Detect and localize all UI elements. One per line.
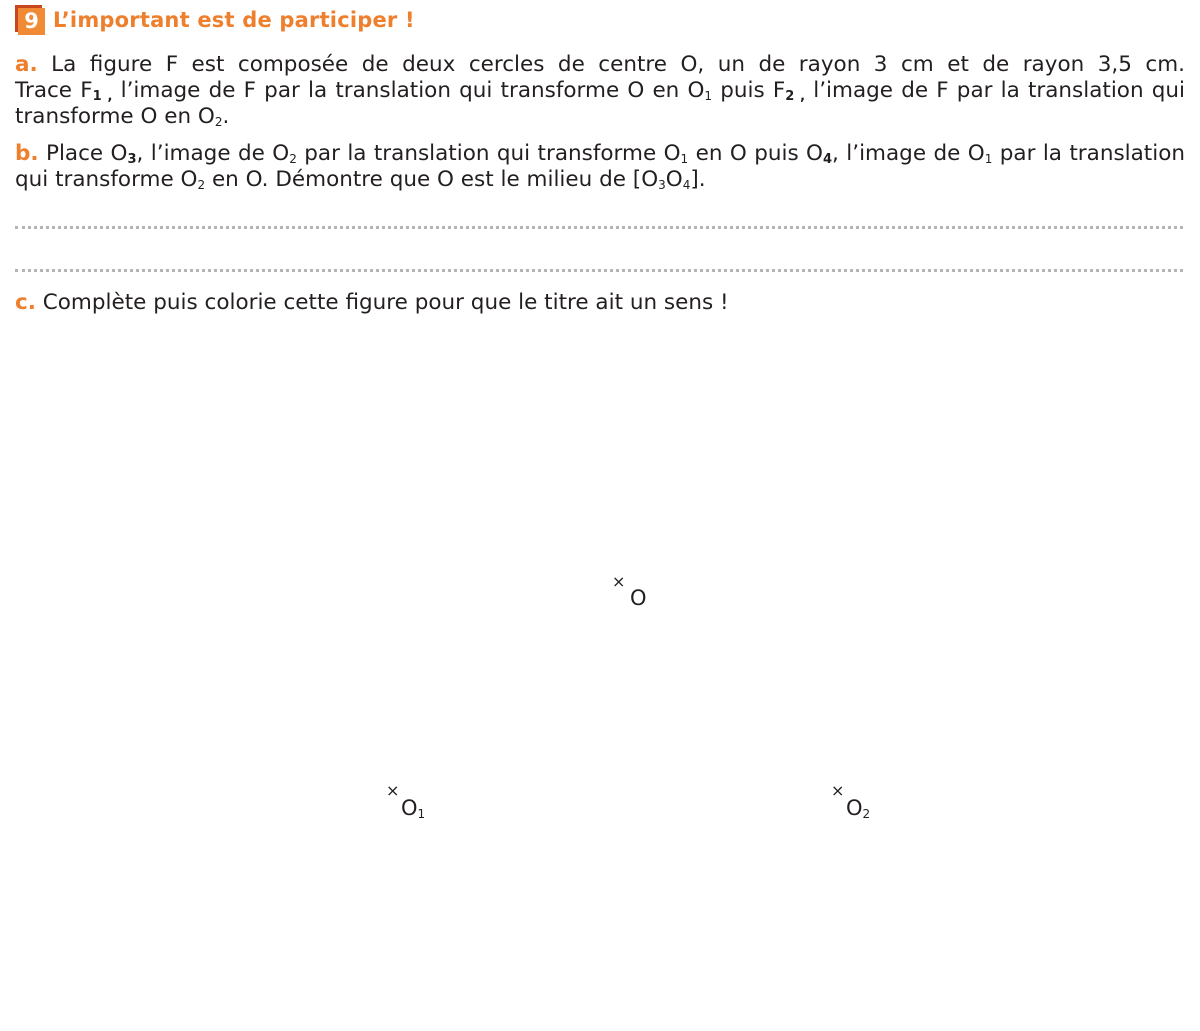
part-c-line [15,290,1185,316]
subscript: 1 [984,152,993,166]
subscript: 2 [214,115,223,129]
part-a-line-3 [15,104,1185,130]
subscript: 2 [289,152,297,166]
point-o-marker: × [612,572,626,591]
subscript: 4 [682,178,691,192]
part-b-text: Place O [45,141,128,166]
part-a [15,52,1185,130]
part-b-text: , l’image de O [832,141,985,166]
part-a-line-1 [15,52,1185,78]
part-c-label: c. [15,290,36,315]
point-o1-name: O [401,796,418,820]
point-o-name: O [630,586,647,610]
point-o1-sub: 1 [417,807,426,821]
point-o2-name: O [846,796,863,820]
point-o2-marker: × [831,781,845,800]
part-b-label: b. [15,141,39,166]
subscript: 2 , [785,89,806,104]
subscript: 1 [680,152,689,166]
exercise-number-badge [15,5,45,35]
exercise-number: 9 [18,8,45,35]
part-a-text-3b: . [222,104,230,129]
part-b-text: en O puis O [688,141,823,166]
subscript: 3 [127,152,137,167]
part-a-text-1: La figure F est composée de deux cercles de centre O, un de rayon 3 cm et de rayon 3,5 cm. [51,52,1185,77]
answer-line-2[interactable] [15,269,1183,272]
part-c [15,290,1185,316]
subscript: 3 [658,178,666,192]
point-o-label [630,588,647,609]
part-a-label: a. [15,52,38,77]
part-a-text-2a: Trace F [15,78,93,103]
part-b-text: , l’image de O [136,141,290,166]
part-b [15,141,1185,193]
part-b-line-2 [15,167,1185,193]
part-a-text-2b: l’image de F par la translation qui transforme O en O [112,78,705,103]
part-c-text: Complète puis colorie cette figure pour que le titre ait un sens ! [42,290,729,315]
part-b-text: ]. [690,167,706,192]
subscript: 1 [704,89,713,103]
point-o2-sub: 2 [862,807,871,821]
part-a-text-3a: transforme O en O [15,104,215,129]
answer-line-1[interactable] [15,226,1183,229]
part-b-text: qui transforme O [15,167,198,192]
part-b-text: en O. Démontre que O est le milieu de [O [205,167,659,192]
subscript: 2 [197,178,206,192]
part-b-text: par la translation qui transforme O [296,141,681,166]
point-o2-label [846,798,870,819]
part-b-text: par la translation [992,141,1185,166]
exercise-title: L’important est de participer ! [53,8,415,32]
part-a-text-2d: l’image de F par la translation qui [805,78,1185,103]
subscript: 1 , [92,89,113,104]
subscript: 4 [822,152,833,167]
exercise-header [15,4,415,36]
part-a-text-2c: puis F [712,78,786,103]
part-a-line-2 [15,78,1185,104]
point-o1-marker: × [386,781,400,800]
point-o1-label [401,798,425,819]
part-b-line-1 [15,141,1185,167]
part-b-text: O [665,167,683,192]
